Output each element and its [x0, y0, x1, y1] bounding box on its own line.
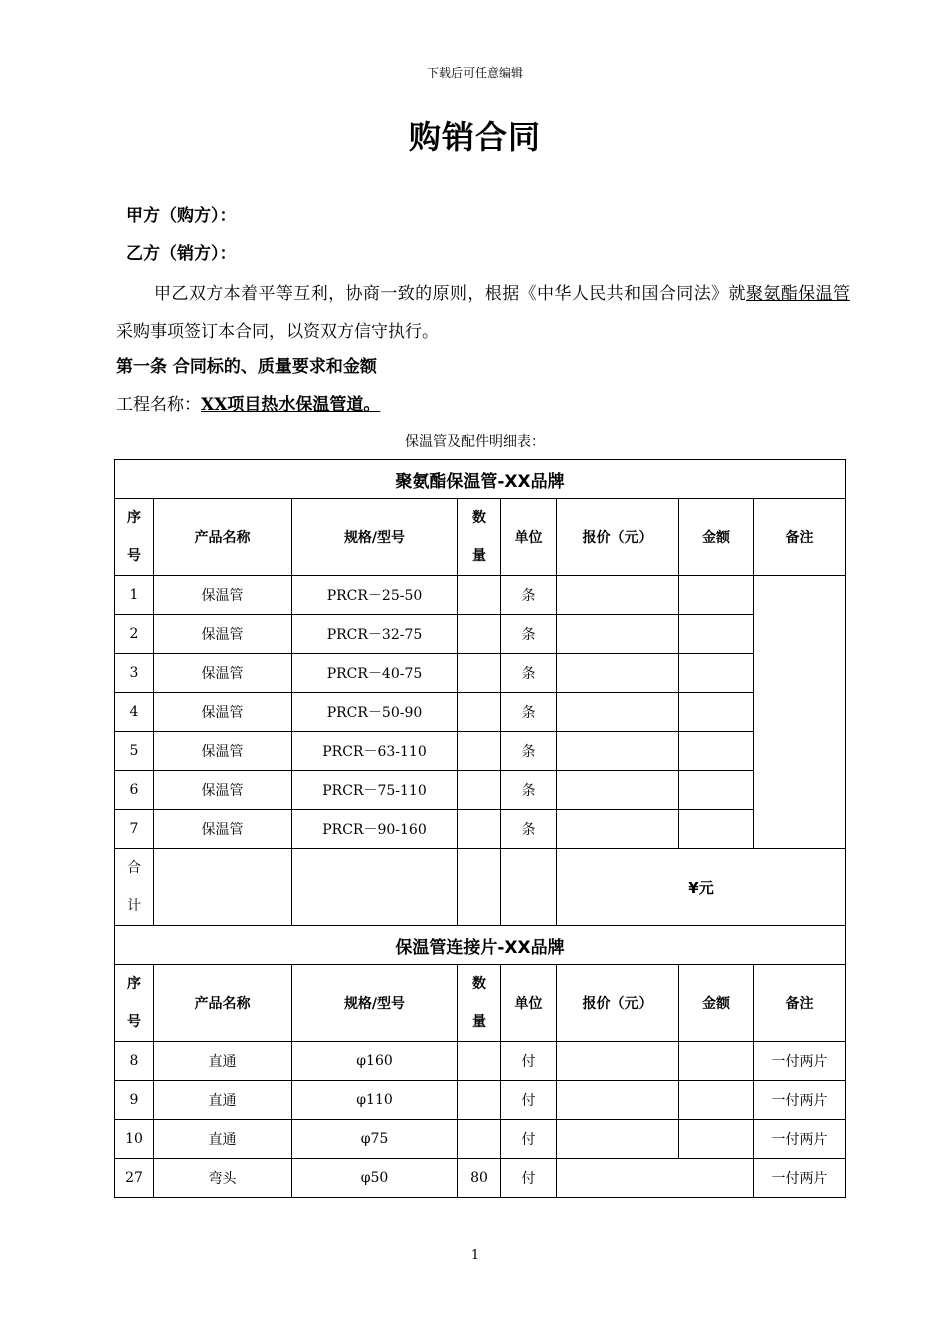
cell-qty[interactable]	[458, 1120, 501, 1159]
cell-unit: 条	[501, 615, 557, 654]
header-name: 产品名称	[154, 965, 292, 1042]
cell-amount[interactable]	[679, 771, 754, 810]
cell-no: 2	[115, 615, 154, 654]
cell-name: 保温管	[154, 810, 292, 849]
cell-amount[interactable]	[679, 576, 754, 615]
cell-price[interactable]	[557, 1081, 679, 1120]
cell-remark: 一付两片	[754, 1081, 846, 1120]
cell-no: 7	[115, 810, 154, 849]
cell-remark: 一付两片	[754, 1042, 846, 1081]
table-row	[115, 615, 846, 654]
section-2-title: 保温管连接片-XX品牌	[115, 926, 846, 965]
section-1-title: 聚氨酯保温管-XX品牌	[115, 460, 846, 499]
cell-spec: φ160	[292, 1042, 458, 1081]
cell-price[interactable]	[557, 1120, 679, 1159]
total-label	[115, 849, 154, 926]
cell-no: 5	[115, 732, 154, 771]
header-spec: 规格/型号	[292, 499, 458, 576]
cell-amount[interactable]	[679, 1120, 754, 1159]
header-qty	[458, 499, 501, 576]
header-amount: 金额	[679, 499, 754, 576]
header-remark: 备注	[754, 499, 846, 576]
header-qty-2: 量	[472, 1014, 486, 1030]
table-row	[115, 810, 846, 849]
total-blank-unit	[501, 849, 557, 926]
cell-qty[interactable]	[458, 615, 501, 654]
cell-qty[interactable]	[458, 654, 501, 693]
table-header-row	[115, 499, 846, 576]
cell-name: 直通	[154, 1042, 292, 1081]
intro-before: 甲乙双方本着平等互利，协商一致的原则，根据《中华人民共和国合同法》就	[154, 284, 746, 304]
detail-table	[114, 459, 846, 1198]
header-name: 产品名称	[154, 499, 292, 576]
table-header-row-2	[115, 965, 846, 1042]
cell-qty[interactable]	[458, 1042, 501, 1081]
total-blank-name	[154, 849, 292, 926]
cell-name: 弯头	[154, 1159, 292, 1198]
cell-unit: 条	[501, 654, 557, 693]
header-price: 报价（元）	[557, 965, 679, 1042]
header-unit: 单位	[501, 499, 557, 576]
cell-no: 3	[115, 654, 154, 693]
cell-name: 保温管	[154, 576, 292, 615]
cell-no: 9	[115, 1081, 154, 1120]
total-blank-spec	[292, 849, 458, 926]
cell-unit: 条	[501, 732, 557, 771]
header-qty	[458, 965, 501, 1042]
project-value: XX项目热水保温管道。	[201, 395, 381, 415]
cell-no: 8	[115, 1042, 154, 1081]
cell-unit: 条	[501, 693, 557, 732]
cell-qty[interactable]	[458, 576, 501, 615]
cell-amount[interactable]	[679, 810, 754, 849]
table-row	[115, 1042, 846, 1081]
cell-name: 保温管	[154, 732, 292, 771]
project-label: 工程名称：	[116, 395, 201, 415]
table-row	[115, 576, 846, 615]
cell-remark-merged[interactable]	[754, 576, 846, 849]
document-title: 购销合同	[408, 118, 541, 156]
cell-price[interactable]	[557, 576, 679, 615]
table-row	[115, 693, 846, 732]
section-2-title-row	[115, 926, 846, 965]
header-price: 报价（元）	[557, 499, 679, 576]
cell-name: 保温管	[154, 615, 292, 654]
table-row	[115, 732, 846, 771]
header-qty-1: 数	[472, 510, 486, 526]
cell-spec: φ75	[292, 1120, 458, 1159]
cell-amount[interactable]	[679, 732, 754, 771]
cell-remark: 一付两片	[754, 1159, 846, 1198]
cell-unit: 条	[501, 576, 557, 615]
cell-unit: 付	[501, 1159, 557, 1198]
cell-amount[interactable]	[679, 1081, 754, 1120]
cell-no: 10	[115, 1120, 154, 1159]
party-a-label: 甲方（购方）：	[126, 206, 237, 226]
cell-price[interactable]	[557, 654, 679, 693]
cell-unit: 付	[501, 1042, 557, 1081]
party-b-label: 乙方（销方）：	[126, 244, 237, 264]
cell-price[interactable]	[557, 693, 679, 732]
cell-name: 保温管	[154, 654, 292, 693]
table-row	[115, 1120, 846, 1159]
header-spec: 规格/型号	[292, 965, 458, 1042]
page-number: 1	[470, 1248, 480, 1263]
total-row	[115, 849, 846, 926]
cell-spec: PRCR－63-110	[292, 732, 458, 771]
cell-name: 直通	[154, 1120, 292, 1159]
cell-unit: 付	[501, 1081, 557, 1120]
article-1-heading: 第一条 合同标的、质量要求和金额	[116, 357, 377, 377]
header-remark: 备注	[754, 965, 846, 1042]
project-line	[116, 390, 380, 415]
cell-spec: PRCR－50-90	[292, 693, 458, 732]
header-qty-2: 量	[472, 548, 486, 564]
cell-price[interactable]	[557, 771, 679, 810]
header-note: 下载后可任意编辑	[426, 66, 523, 80]
total-label-1: 合	[127, 860, 141, 876]
cell-unit: 条	[501, 810, 557, 849]
total-blank-qty[interactable]	[458, 849, 501, 926]
cell-price[interactable]	[557, 1042, 679, 1081]
cell-spec: PRCR－75-110	[292, 771, 458, 810]
total-value[interactable]: ¥元	[557, 849, 846, 926]
total-label-2: 计	[127, 898, 141, 914]
header-qty-1: 数	[472, 976, 486, 992]
cell-qty[interactable]	[458, 1081, 501, 1120]
cell-name: 保温管	[154, 693, 292, 732]
cell-spec: PRCR－90-160	[292, 810, 458, 849]
header-seq-1: 序	[127, 976, 141, 992]
table-row	[115, 771, 846, 810]
header-amount: 金额	[679, 965, 754, 1042]
cell-price[interactable]	[557, 810, 679, 849]
cell-unit: 付	[501, 1120, 557, 1159]
table-row	[115, 1159, 846, 1198]
cell-no: 1	[115, 576, 154, 615]
cell-amount[interactable]	[679, 693, 754, 732]
cell-spec: PRCR－25-50	[292, 576, 458, 615]
cell-spec: φ110	[292, 1081, 458, 1120]
intro-paragraph	[116, 275, 850, 351]
cell-amount[interactable]	[679, 1042, 754, 1081]
cell-no: 4	[115, 693, 154, 732]
cell-qty[interactable]	[458, 771, 501, 810]
section-1-title-row	[115, 460, 846, 499]
cell-price-amount[interactable]	[557, 1159, 754, 1198]
cell-qty[interactable]	[458, 810, 501, 849]
table-row	[115, 654, 846, 693]
header-seq	[115, 965, 154, 1042]
header-seq-2: 号	[127, 1014, 141, 1030]
cell-amount[interactable]	[679, 654, 754, 693]
cell-amount[interactable]	[679, 615, 754, 654]
cell-unit: 条	[501, 771, 557, 810]
cell-name: 直通	[154, 1081, 292, 1120]
cell-price[interactable]	[557, 732, 679, 771]
cell-spec: PRCR－40-75	[292, 654, 458, 693]
header-seq	[115, 499, 154, 576]
header-unit: 单位	[501, 965, 557, 1042]
header-seq-1: 序	[127, 510, 141, 526]
cell-remark: 一付两片	[754, 1120, 846, 1159]
cell-qty[interactable]: 80	[458, 1159, 501, 1198]
cell-no: 27	[115, 1159, 154, 1198]
table-row	[115, 1081, 846, 1120]
cell-price[interactable]	[557, 615, 679, 654]
cell-spec: PRCR－32-75	[292, 615, 458, 654]
cell-no: 6	[115, 771, 154, 810]
table-caption: 保温管及配件明细表：	[405, 434, 545, 450]
cell-spec: φ50	[292, 1159, 458, 1198]
cell-name: 保温管	[154, 771, 292, 810]
cell-qty[interactable]	[458, 732, 501, 771]
header-seq-2: 号	[127, 548, 141, 564]
intro-after: 采购事项签订本合同，以资双方信守执行。	[116, 322, 439, 342]
cell-qty[interactable]	[458, 693, 501, 732]
intro-product: 聚氨酯保温管	[745, 284, 851, 304]
